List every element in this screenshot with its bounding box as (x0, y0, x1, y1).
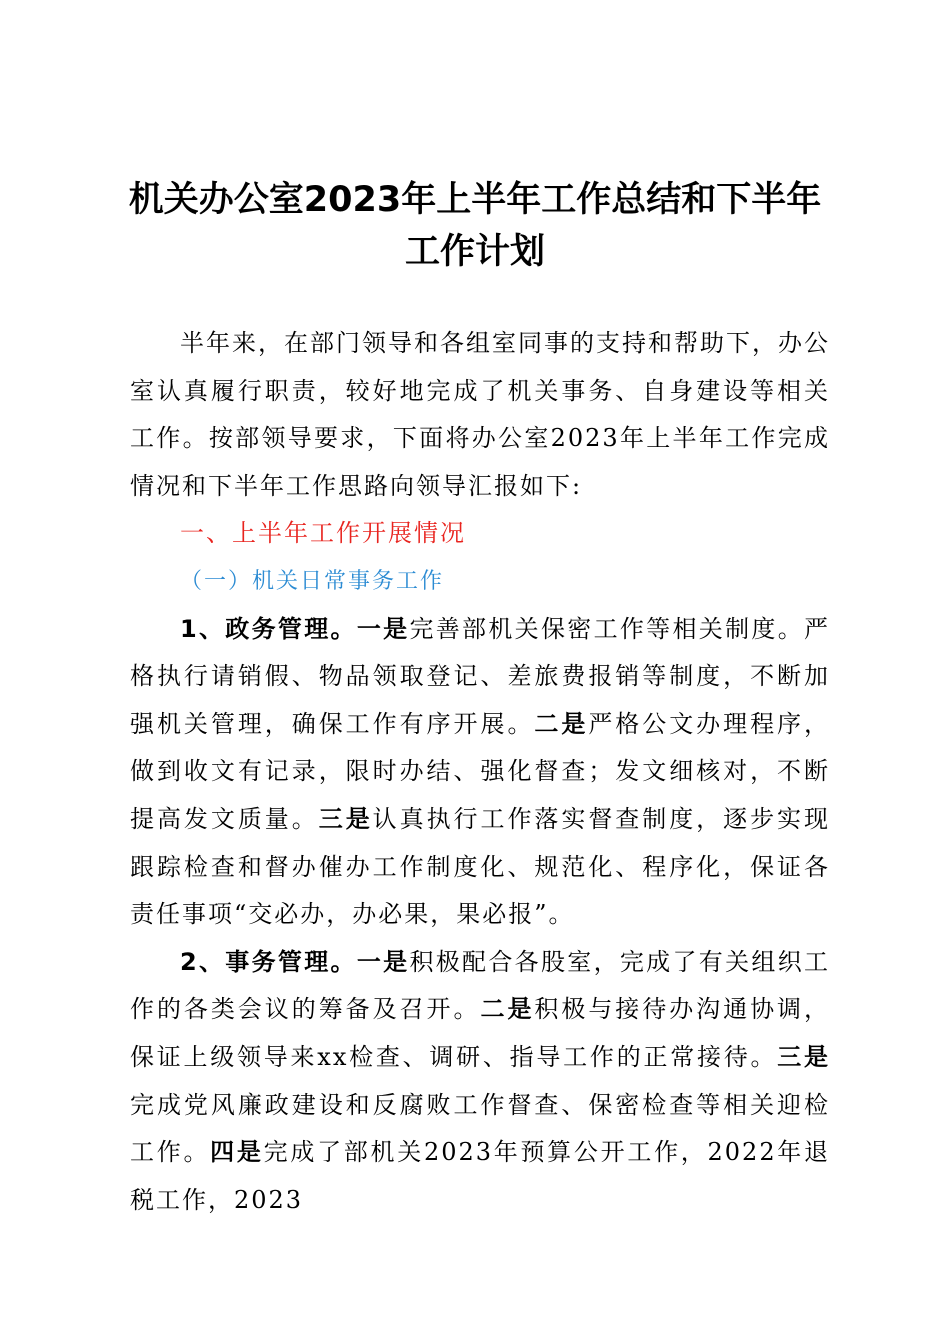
item-2-lead: 2、事务管理。 (180, 947, 357, 976)
item-1-paragraph (130, 606, 830, 939)
item-1-text-3: 认真执行工作落实督查制度，逐步实现跟踪检查和督办催办工作制度化、规范化、程序化，保证各责任事项“交必办，办必果，果必报”。 (130, 804, 831, 929)
document-title (100, 174, 850, 278)
document-body (130, 320, 830, 1224)
item-2-label-4: 四是 (210, 1138, 264, 1167)
item-2-label-1: 一是 (356, 947, 410, 976)
item-2-text-3: 完成党风廉政建设和反腐败工作督查、保密检查等相关迎检工作。 (130, 1090, 830, 1167)
intro-paragraph: 半年来，在部门领导和各组室同事的支持和帮助下，办公室认真履行职责，较好地完成了机关事务、自身建设等相关工作。按部领导要求，下面将办公室2023年上半年工作完成情况和下半年工作思路向领导汇报如下: (130, 329, 830, 500)
item-2-label-2: 二是 (480, 995, 535, 1024)
item-1-lead: 1、政务管理。 (180, 614, 357, 643)
item-2-text-4: 完成了部机关2023年预算公开工作，2022年退税工作，2023 (130, 1138, 831, 1214)
item-1-text-1: 完善部机关保密工作等相关制度。严格执行请销假、物品领取登记、差旅费报销等制度，不断加强机关管理，确保工作有序开展。 (130, 614, 830, 738)
item-2-text-1: 积极配合各股室，完成了有关组织工作的各类会议的筹备及召开。 (130, 947, 830, 1024)
title-line-2: 工作计划 (404, 232, 545, 272)
item-2-text-2: 积极与接待办沟通协调，保证上级领导来xx检查、调研、指导工作的正常接待。 (130, 995, 831, 1071)
item-1-label-2: 二是 (534, 709, 589, 738)
item-1-label-1: 一是 (356, 614, 410, 643)
section-heading-1: 一、上半年工作开展情况 (180, 519, 466, 548)
item-2-paragraph (130, 939, 830, 1225)
item-1-label-3: 三是 (318, 804, 373, 833)
subsection-heading-1: （一）机关日常事务工作 (180, 568, 445, 594)
item-1-text-2: 严格公文办理程序，做到收文有记录，限时办结、强化督查；发文细核对，不断提高发文质量。 (130, 709, 831, 833)
item-2-label-3: 三是 (777, 1042, 830, 1071)
title-line-1: 机关办公室2023年上半年工作总结和下半年 (128, 180, 822, 220)
